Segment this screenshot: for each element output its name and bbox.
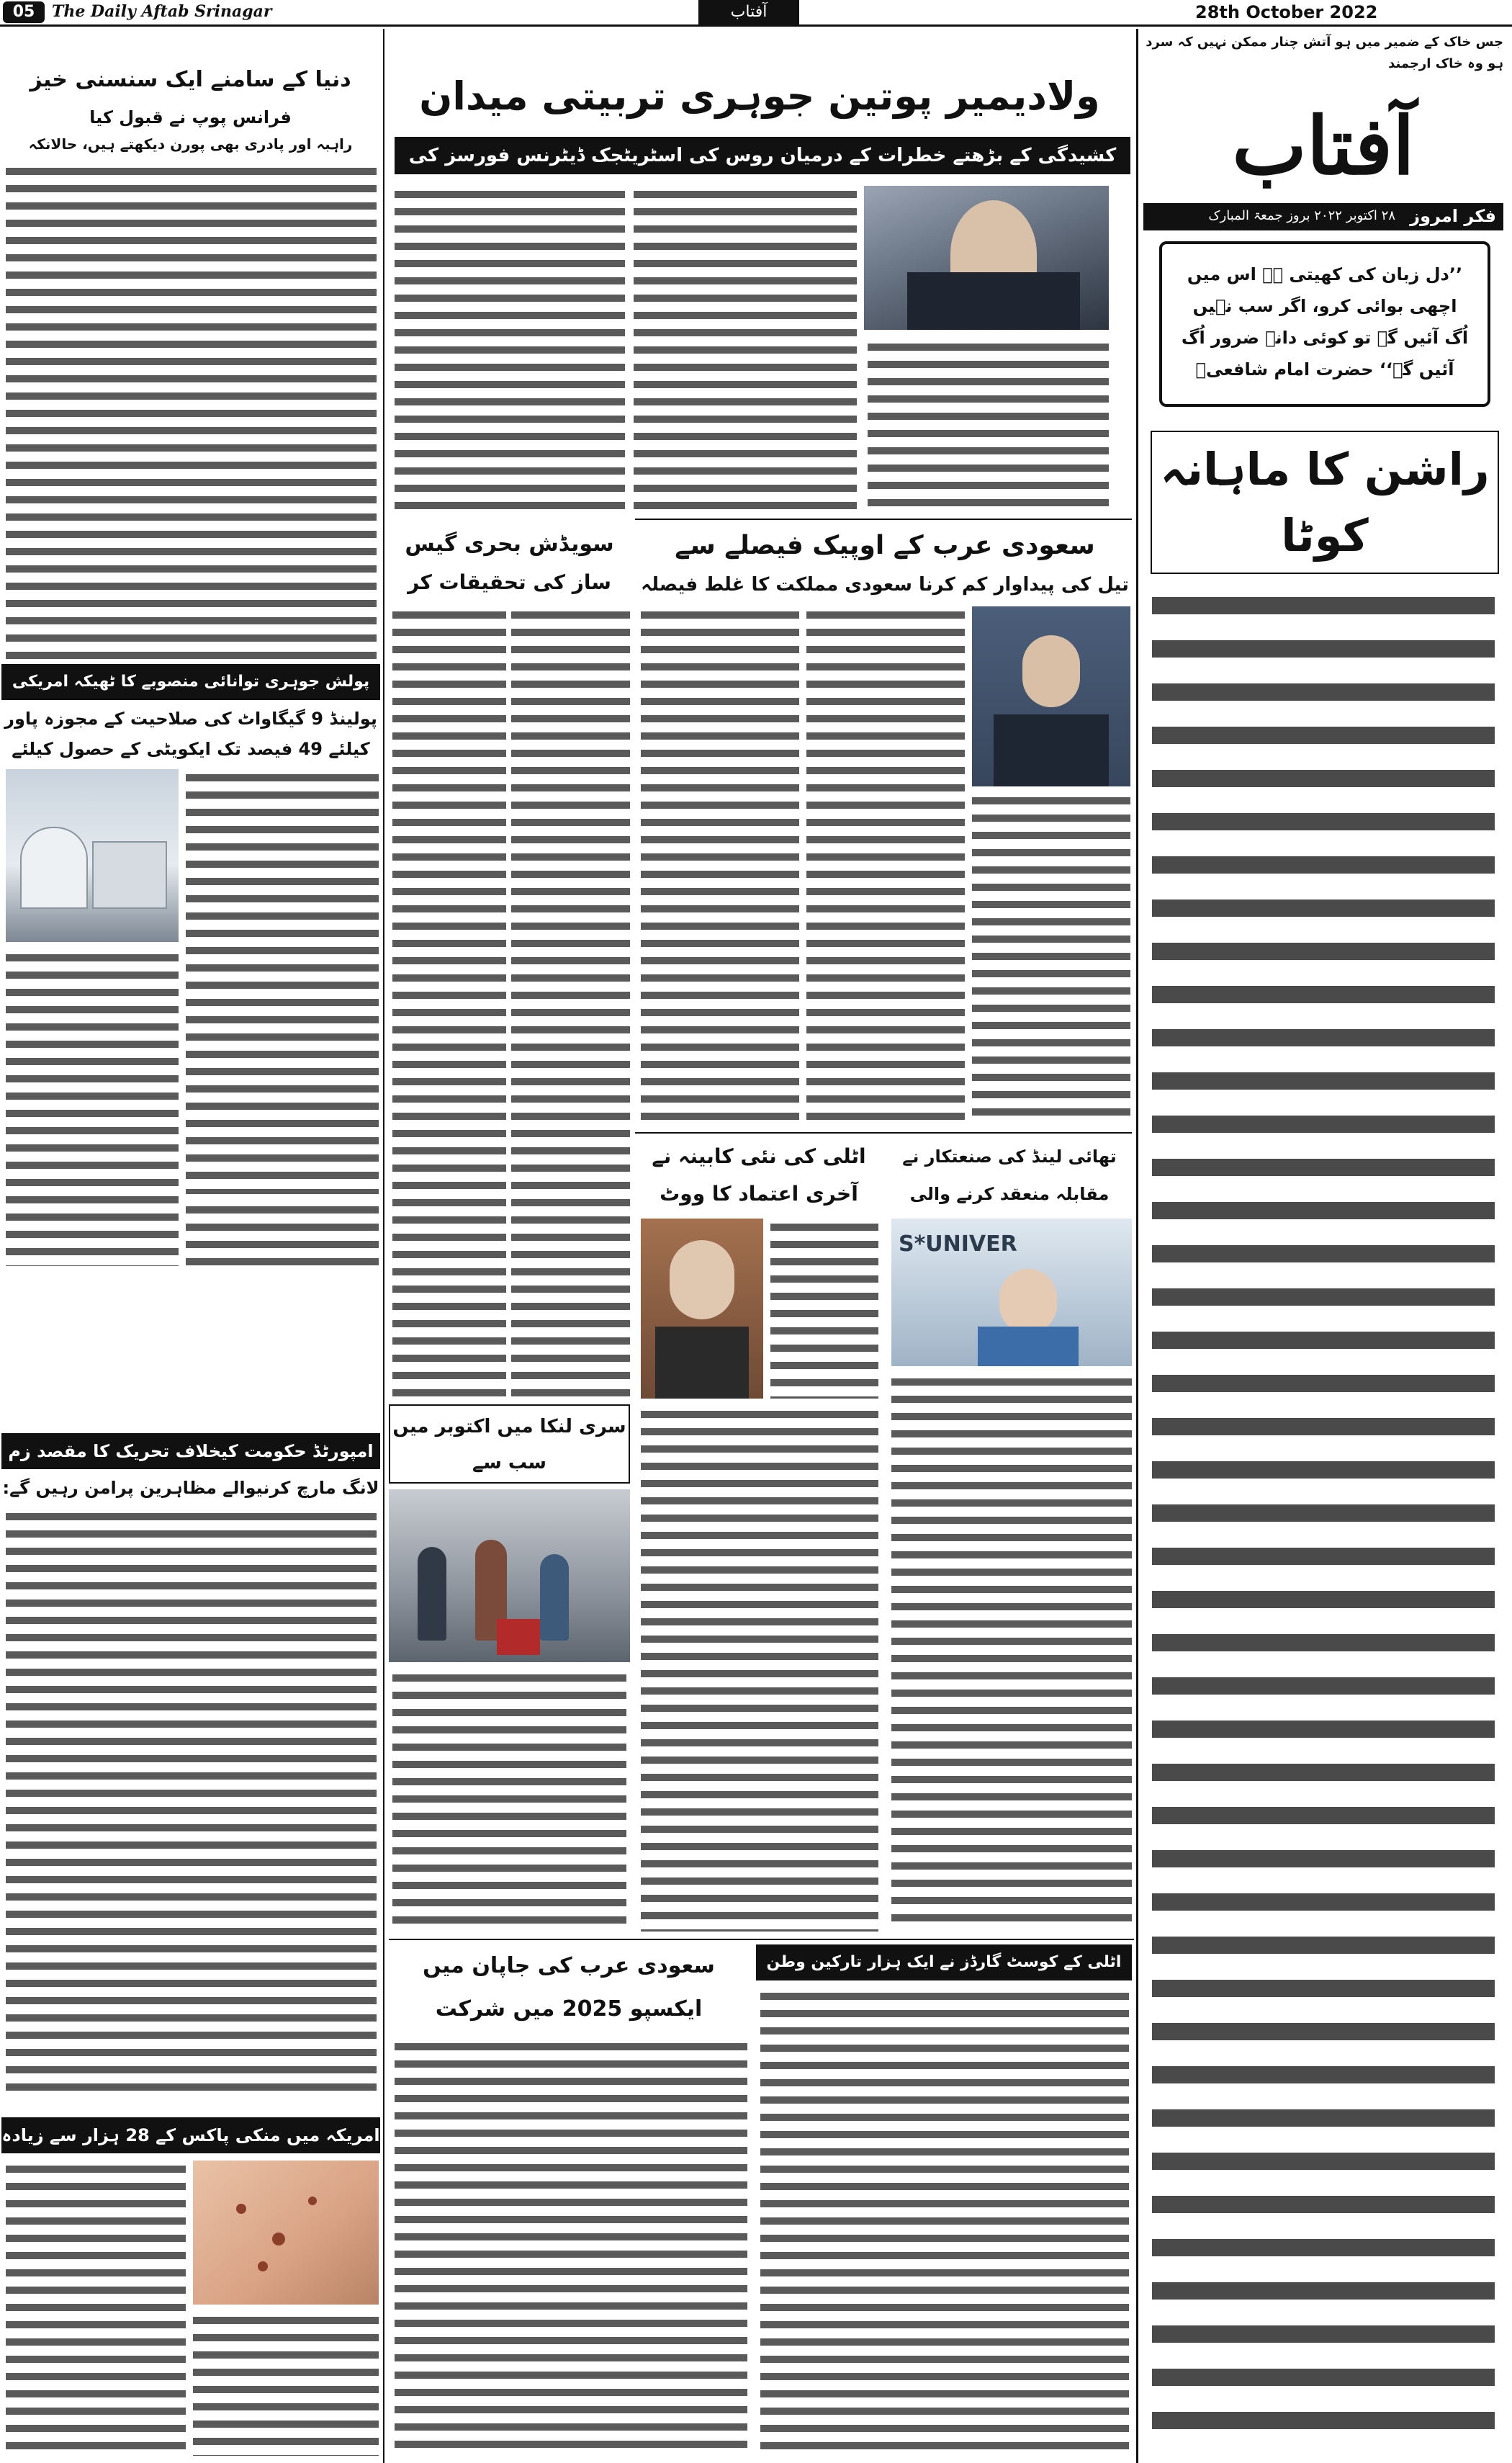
thai-headline: تھائی لینڈ کی صنعتکار نے — [902, 1147, 1117, 1167]
sweden-headline: سویڈش بحری گیس — [405, 531, 614, 557]
imran-body-text — [6, 1508, 377, 2099]
poland-subhead: پولینڈ 9 گیگاواٹ کی صلاحیت کے مجوزہ پاور — [4, 709, 377, 729]
monkeypox-photo — [193, 2161, 379, 2305]
nuclear-plant-photo — [6, 769, 179, 942]
france-body-text — [6, 163, 377, 660]
france-subhead-2: راہبہ اور پادری بھی پورن دیکھتے ہیں، حالانکہ — [28, 135, 353, 153]
meloni-photo — [641, 1219, 763, 1399]
monkeypox-body-col — [193, 2312, 379, 2456]
tourists-photo — [389, 1489, 630, 1662]
column-rule — [1136, 29, 1138, 2463]
sweden-body-col — [392, 606, 506, 1399]
poland-body-col — [186, 769, 379, 1194]
thai-headline-2: مقابلہ منعقد کرنے والی — [909, 1184, 1110, 1204]
monkeypox-headline: امریکہ میں منکی پاکس کے 28 ہزار سے زیادہ — [1, 2117, 380, 2153]
putin-body-col — [634, 186, 857, 510]
center-logo: آفتاب — [698, 0, 799, 24]
aftab-logo: آفتاب — [1232, 99, 1415, 192]
italy-headline: اٹلی کی نئی کابینہ نے — [652, 1144, 866, 1168]
putin-photo — [864, 186, 1109, 330]
editorial-body-text — [1152, 587, 1495, 2452]
publication-name: The Daily Aftab Srinagar — [52, 2, 272, 21]
france-subhead: فرانس پوپ نے قبول کیا — [89, 107, 292, 127]
sweden-body-col — [511, 606, 630, 1399]
putin-headline: ولادیمیر پوتین جوہری تربیتی میدان — [419, 73, 1100, 119]
thai-photo: S*UNIVER — [891, 1219, 1132, 1366]
quote-box: ’’دل زبان کی کھیتی ہے اس میں اچھی بوائی کرو، اگر سب نہیں اُگ آئیں گے تو کوئی دانے ضرور اُگ آئیں گے‘‘ حضرت امام شافعیؒ — [1159, 241, 1490, 407]
issue-date: 28th October 2022 — [1195, 2, 1378, 22]
srilanka-headline-box: سری لنکا میں اکتوبر میں سب سے — [389, 1404, 630, 1484]
sweden-headline-2: ساز کی تحقیقات کر — [408, 570, 611, 594]
poland-body-col — [186, 1201, 379, 1266]
editorial-headline: راشن کا ماہانہ کوٹا — [1151, 431, 1499, 574]
expo-body-text — [395, 2038, 747, 2456]
blinken-photo — [972, 606, 1130, 786]
saudi-opec-headline: سعودی عرب کے اوپیک فیصلے سے — [675, 531, 1095, 560]
section-rule — [635, 1132, 1132, 1134]
putin-body-col — [868, 338, 1109, 511]
column-rule — [383, 29, 384, 2463]
saudi-opec-body-col — [972, 792, 1130, 1123]
expo-headline-2: ایکسپو 2025 میں شرکت — [435, 1996, 703, 2022]
masthead-bar — [0, 0, 1512, 27]
putin-body-col — [395, 186, 625, 510]
imran-headline: امپورٹڈ حکومت کیخلاف تحریک کا مقصد زم — [1, 1433, 380, 1469]
putin-subhead: کشیدگی کے بڑھتے خطرات کے درمیان روس کی اسٹریٹجک ڈیٹرنس فورسز کی — [395, 137, 1130, 174]
saudi-opec-subhead: تیل کی پیداوار کم کرنا سعودی مملکت کا غلط فیصلہ — [641, 574, 1129, 596]
expo-headline: سعودی عرب کی جاپان میں — [423, 1953, 715, 1978]
italy-coast-body-text — [760, 1988, 1129, 2456]
monkeypox-body-col — [6, 2161, 186, 2456]
srilanka-body-text — [392, 1669, 626, 1932]
poland-body-col — [6, 949, 179, 1266]
saudi-opec-body-col — [806, 606, 965, 1125]
italy-body-text — [641, 1406, 878, 1932]
italy-headline-2: آخری اعتماد کا ووٹ — [660, 1182, 858, 1206]
imran-subhead: لانگ مارچ کرنیوالے مظاہرین پرامن رہیں گے: — [2, 1478, 379, 1498]
thai-body-text — [891, 1373, 1132, 1932]
top-couplet: جس خاک کے ضمیر میں ہو آتش چنار ممکن نہیں کہ سرد ہو وہ خاک ارجمند — [1146, 35, 1503, 71]
page-number: 05 — [3, 1, 45, 23]
poland-headline: پولش جوہری توانائی منصوبے کا ٹھیکہ امریکی — [1, 664, 380, 700]
saudi-opec-body-col — [641, 606, 799, 1125]
italy-body-col — [770, 1219, 878, 1399]
poland-subhead-2: کیلئے 49 فیصد تک ایکویٹی کے حصول کیلئے — [12, 739, 370, 759]
section-rule — [635, 519, 1132, 520]
section-rule — [389, 1939, 1134, 1940]
france-headline: دنیا کے سامنے ایک سنسنی خیز — [30, 67, 351, 92]
fikr-e-imroz-bar: فکر امروز ۲۸ اکتوبر ۲۰۲۲ بروز جمعۃ المبارک — [1143, 203, 1503, 230]
italy-coast-headline: اٹلی کے کوسٹ گارڈز نے ایک ہزار تارکین وطن — [756, 1944, 1132, 1980]
